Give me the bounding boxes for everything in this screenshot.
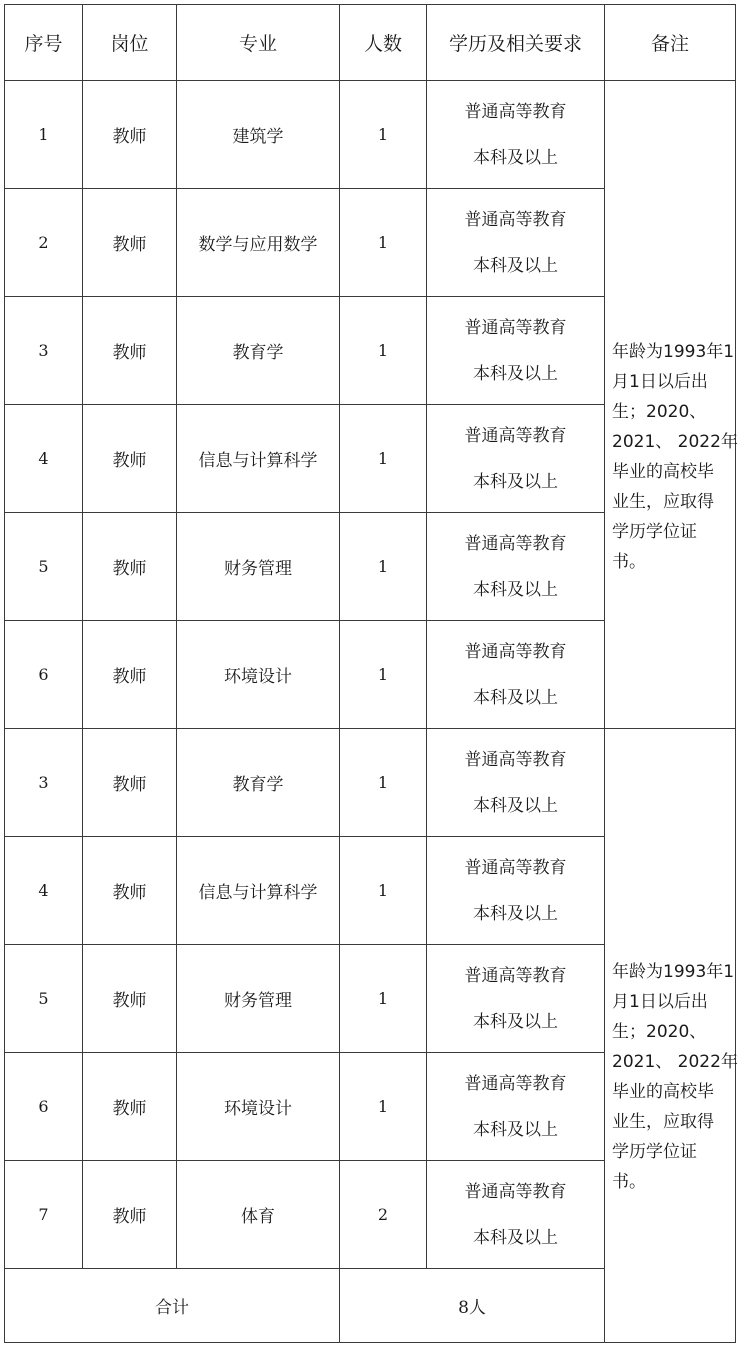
table-row: [5, 81, 736, 189]
cell-major: 体育: [177, 1161, 340, 1269]
header-major: 专业: [177, 5, 340, 81]
education-line-1: 普通高等教育: [464, 749, 567, 770]
cell-post: 教师: [83, 945, 177, 1053]
note-line: 学历学位证: [612, 522, 697, 542]
cell-count: 1: [340, 945, 427, 1053]
cell-serial: 7: [5, 1161, 83, 1269]
cell-major: 信息与计算科学: [177, 837, 340, 945]
cell-serial: 5: [5, 513, 83, 621]
education-line-1: 普通高等教育: [464, 641, 567, 662]
education-line-2: 本科及以上: [473, 1119, 558, 1140]
table-row: [5, 729, 736, 837]
recruitment-table: [4, 4, 736, 1343]
cell-post: 教师: [83, 837, 177, 945]
note-line: 生；2020、: [612, 402, 707, 422]
cell-post: 教师: [83, 1053, 177, 1161]
cell-major: 财务管理: [177, 945, 340, 1053]
education-line-2: 本科及以上: [473, 903, 558, 924]
education-line-2: 本科及以上: [473, 471, 558, 492]
cell-major: 教育学: [177, 297, 340, 405]
cell-major: 建筑学: [177, 81, 340, 189]
cell-education: [427, 297, 605, 405]
cell-serial: 1: [5, 81, 83, 189]
total-value: 8人: [340, 1269, 605, 1343]
cell-post: 教师: [83, 1161, 177, 1269]
cell-post: 教师: [83, 405, 177, 513]
cell-post: 教师: [83, 621, 177, 729]
header-count: 人数: [340, 5, 427, 81]
note-line: 学历学位证: [612, 1142, 697, 1162]
header-post: 岗位: [83, 5, 177, 81]
education-line-2: 本科及以上: [473, 363, 558, 384]
cell-count: 1: [340, 297, 427, 405]
cell-note-group-1: [605, 81, 736, 729]
cell-education: [427, 1053, 605, 1161]
cell-count: 1: [340, 405, 427, 513]
cell-major: 教育学: [177, 729, 340, 837]
cell-post: 教师: [83, 513, 177, 621]
cell-major: 环境设计: [177, 1053, 340, 1161]
cell-count: 1: [340, 1053, 427, 1161]
cell-serial: 6: [5, 1053, 83, 1161]
cell-post: 教师: [83, 189, 177, 297]
cell-note-group-2: [605, 729, 736, 1343]
note-line: 书。: [612, 552, 646, 572]
education-line-1: 普通高等教育: [464, 965, 567, 986]
education-line-2: 本科及以上: [473, 687, 558, 708]
education-line-1: 普通高等教育: [464, 857, 567, 878]
header-note: 备注: [605, 5, 736, 81]
cell-education: [427, 81, 605, 189]
note-line: 生；2020、: [612, 1022, 707, 1042]
education-line-1: 普通高等教育: [464, 101, 567, 122]
education-line-1: 普通高等教育: [464, 533, 567, 554]
note-line: 毕业的高校毕: [612, 462, 714, 482]
note-line: 毕业的高校毕: [612, 1082, 714, 1102]
cell-education: [427, 621, 605, 729]
cell-count: 1: [340, 81, 427, 189]
cell-major: 信息与计算科学: [177, 405, 340, 513]
cell-post: 教师: [83, 297, 177, 405]
cell-serial: 3: [5, 729, 83, 837]
education-line-2: 本科及以上: [473, 1011, 558, 1032]
education-line-1: 普通高等教育: [464, 425, 567, 446]
cell-count: 2: [340, 1161, 427, 1269]
cell-count: 1: [340, 729, 427, 837]
note-line: 2021、 2022年: [612, 1052, 738, 1072]
education-line-1: 普通高等教育: [464, 317, 567, 338]
header-education: 学历及相关要求: [427, 5, 605, 81]
education-line-2: 本科及以上: [473, 795, 558, 816]
cell-education: [427, 729, 605, 837]
header-serial: 序号: [5, 5, 83, 81]
note-line: 2021、 2022年: [612, 432, 738, 452]
note-line: 业生，应取得: [612, 1112, 714, 1132]
recruitment-table-container: [4, 4, 736, 1343]
education-line-1: 普通高等教育: [464, 209, 567, 230]
cell-serial: 3: [5, 297, 83, 405]
cell-major: 环境设计: [177, 621, 340, 729]
cell-education: [427, 189, 605, 297]
note-text: [612, 337, 738, 577]
education-line-2: 本科及以上: [473, 1227, 558, 1248]
cell-education: [427, 405, 605, 513]
cell-count: 1: [340, 189, 427, 297]
note-line: 月1日以后出: [612, 372, 708, 392]
note-text: [612, 957, 738, 1197]
header-row: [5, 5, 736, 81]
cell-education: [427, 837, 605, 945]
cell-education: [427, 1161, 605, 1269]
cell-count: 1: [340, 513, 427, 621]
education-line-2: 本科及以上: [473, 579, 558, 600]
cell-education: [427, 513, 605, 621]
note-line: 书。: [612, 1172, 646, 1192]
cell-serial: 4: [5, 405, 83, 513]
cell-serial: 2: [5, 189, 83, 297]
education-line-2: 本科及以上: [473, 255, 558, 276]
total-label: 合计: [5, 1269, 340, 1343]
education-line-1: 普通高等教育: [464, 1073, 567, 1094]
cell-post: 教师: [83, 729, 177, 837]
cell-serial: 6: [5, 621, 83, 729]
cell-post: 教师: [83, 81, 177, 189]
cell-count: 1: [340, 837, 427, 945]
cell-major: 财务管理: [177, 513, 340, 621]
education-line-1: 普通高等教育: [464, 1181, 567, 1202]
note-line: 业生，应取得: [612, 492, 714, 512]
cell-major: 数学与应用数学: [177, 189, 340, 297]
cell-education: [427, 945, 605, 1053]
cell-count: 1: [340, 621, 427, 729]
education-line-2: 本科及以上: [473, 147, 558, 168]
note-line: 年龄为1993年1: [612, 342, 735, 362]
note-line: 年龄为1993年1: [612, 962, 735, 982]
note-line: 月1日以后出: [612, 992, 708, 1012]
cell-serial: 5: [5, 945, 83, 1053]
cell-serial: 4: [5, 837, 83, 945]
